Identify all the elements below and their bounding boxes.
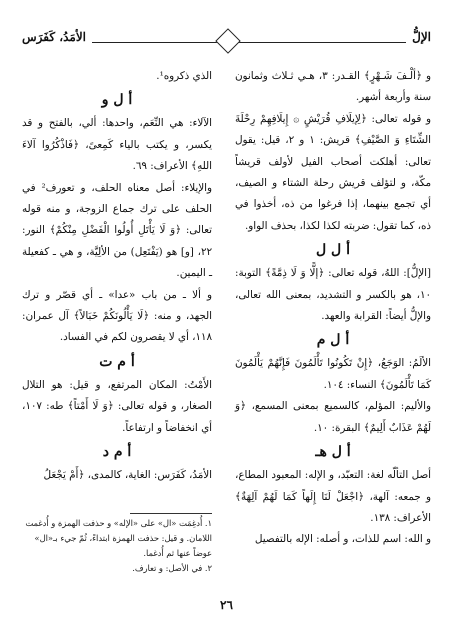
page-number: ٢٦ [220,598,233,612]
running-header [22,30,431,54]
header-right-keyword: الإلُّ [406,30,431,44]
root-heading: أ م د [102,444,132,461]
paragraph: الآلاء: هي النِّعَم، واحدها: ألي، بالفتح و قد يكسر، و يكتب بالياء كَمِعىً، ﴿فَاذْكُرُوا آلاءَ اللهِ﴾ الأعراف: ٦٩. [22,117,212,173]
footnote-rule [130,513,212,514]
paragraph: و ألا ـ من باب «عدا» ـ أي قصّر و ترك الجهد، و منه: ﴿لَا يَأْلُونَكُمْ خَبَالاً﴾ آل عمران: ١١٨، أي لا يقصرون لكم في الفساد. [22,288,212,344]
footnote: ١. أُدغِمَت «ال» على «الإله» و حذفت الهمزة و أُدغمت اللامان. و قيل: حذفت الهمزة ابتداءً، ثُمّ جيء بـ«ال» عوضاً عنها ثم أُدغما. [25,518,212,558]
root-heading: أ ل هـ [315,444,351,461]
paragraph: الأمَدُ، كَفَرَس: الغاية، كالمدى، ﴿أَمْ يَجْعَلُ [43,469,212,482]
header-diamond-ornament [215,28,240,53]
left-column [22,66,212,487]
paragraph: الأَمْتُ: المكان المرتفع، و قيل: هو التلال الصغار، و قوله تعالى: ﴿وَ لَا أَمْتاً﴾ طه: ١٠٧، أي انخفاضاً و ارتفاعاً. [22,378,212,434]
paragraph: أصل التألّه لغة: التعبّد، و الإله: المعبود المطاع، و جمعه: آلهة، ﴿اجْعَلْ لَنَا إِلَهاً كَمَا لَهُمْ آلِهَةٌ﴾ الأعراف: ١٣٨. [235,469,431,524]
paragraph: الألَمُ: الوَجَعُ، ﴿إِنْ تَكُونُوا تَأْلَمُونَ فَإِنَّهُمْ يَأْلَمُونَ كَمَا تَأْلَمُونَ﴾ النساء: ١٠٤. [235,357,431,391]
paragraph: [الإلُّ]: اللهُ، قوله تعالى: ﴿إلًّا وَ لَا ذِمَّةً﴾ التوبة: ١٠، هو بالكسر و التشديد، بمعنى الله تعالى، والإلُّ أيضاً: القرابة والعهد. [235,267,431,323]
root-heading: أ ل ل [316,242,350,259]
footnotes [22,516,212,576]
paragraph: الذي ذكروه¹. [156,70,212,82]
root-heading: أ ل و [101,92,133,109]
footnote: ٢. في الأصل: و تعارف. [132,563,212,573]
header-left-keyword: الأمَدُ، كَفَرَس [22,30,92,44]
paragraph: والأليم: المؤلم، كالسميع بمعنى المسمع، ﴿وَ لَهُمْ عَذَابٌ أَلِيمٌ﴾ البقرة: ١٠. [235,400,431,434]
root-heading: أ م ت [99,353,135,370]
right-column [235,66,431,551]
paragraph: و الله: اسم للذات، و أصله: الإله بالتفصيل [254,533,431,546]
root-heading: أ ل م [316,332,350,349]
paragraph: والإيلاء: أصل معناه الحلف، و تعورف² في الحلف على ترك جماع الزوجة، و منه قوله تعالى: ﴿وَ لَا يَأْتَلِ أُولُوا الْفَضْلِ مِنْكُمْ﴾ النور: ٢٢، [و] هو (يَفْتَعِل) من الألِيَّة، و هي ـ كفعيلة ـ اليمين. [22,181,212,280]
paragraph: و قوله تعالى: ﴿لِإيلَافِ قُرَيْشٍ ۞ إِيلَافِهِمْ رِحْلَةَ الشِّتَاءِ وَ الصَّيْفِ﴾ قريش: ١ و ٢، قيل: يقول تعالى: أهلكت أصحاب الفيل لأولف قريشاً مكّة، و لتؤلف قريش رحلة الشتاء و الصيف، أي تجمع بينهما، إذا فرغوا من ذه، أخذوا في ذه، كما تقول: ضربته لكذا لكذا، بحذف الواو. [235,112,431,232]
paragraph: و ﴿ألْـفَ شَـهْرٍ﴾ القـدر: ٣، هـي ثـلاث وثمانون سنة وأربعة أشهر. [235,70,431,104]
